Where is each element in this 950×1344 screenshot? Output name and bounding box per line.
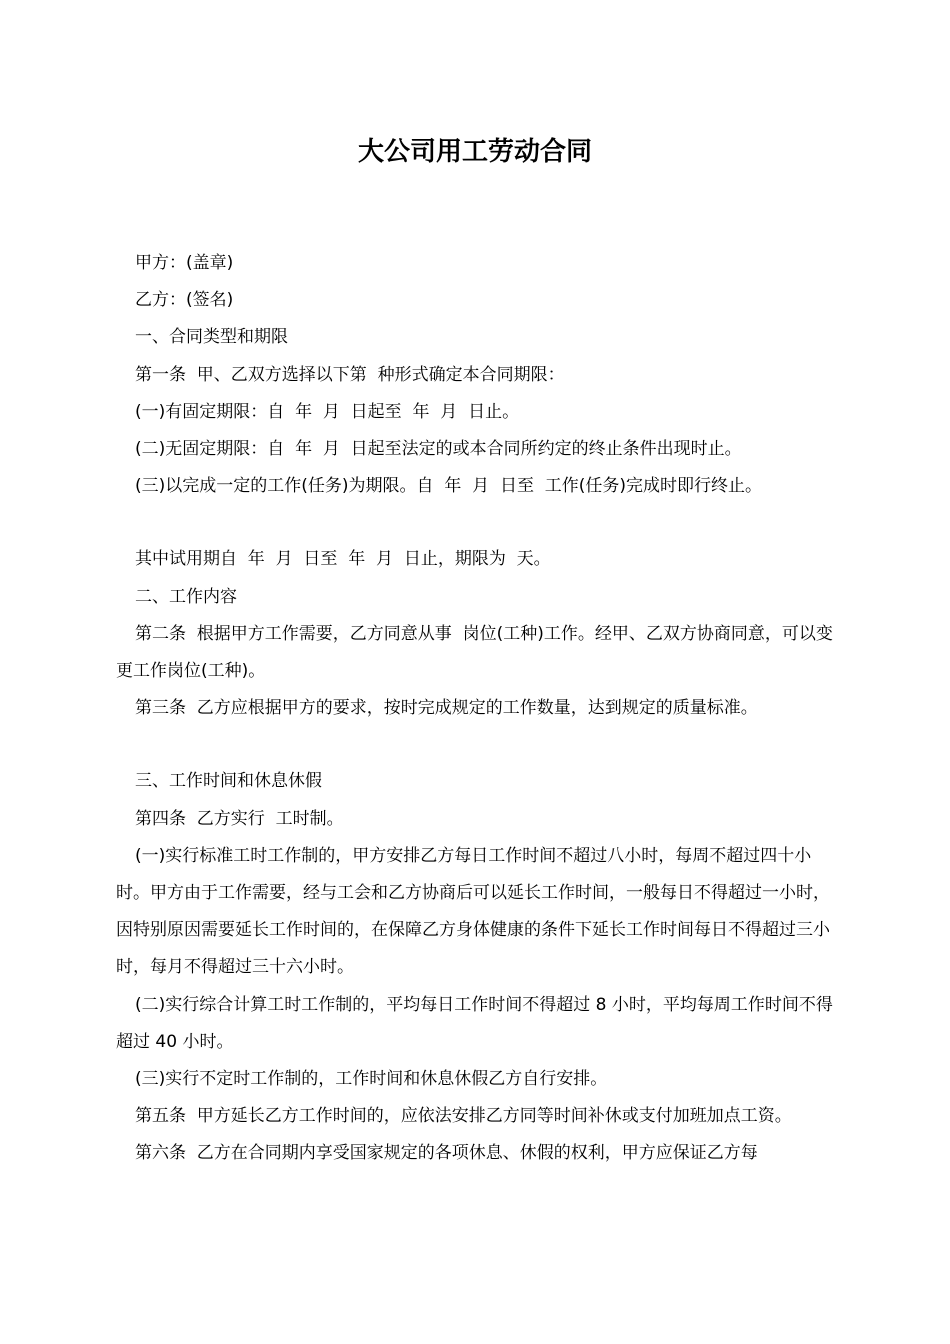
probation-paragraph: 其中试用期自 年 月 日至 年 月 日止，期限为 天。 xyxy=(135,549,551,570)
section-heading: 二、工作内容 xyxy=(135,586,237,607)
article-paragraph: 第四条 乙方实行 工时制。 xyxy=(135,808,344,829)
clause-paragraph: (二)实行综合计算工时工作制的，平均每日工作时间不得超过 8 小时，平均每周工作时间不得超过 40 小时。 xyxy=(116,994,833,1052)
article-paragraph: 第六条 乙方在合同期内享受国家规定的各项休息、休假的权利，甲方应保证乙方每 xyxy=(135,1143,758,1164)
party-b-line: 乙方：(签名) xyxy=(135,290,234,311)
party-a-line: 甲方：(盖章) xyxy=(135,253,234,273)
article-paragraph: 第一条 甲、乙双方选择以下第 种形式确定本合同期限： xyxy=(135,364,565,385)
document-body xyxy=(116,245,836,1173)
section-heading: 三、工作时间和休息休假 xyxy=(135,771,322,792)
section-heading: 一、合同类型和期限 xyxy=(135,327,288,348)
clause-paragraph: (二)无固定期限：自 年 月 日起至法定的或本合同所约定的终止条件出现时止。 xyxy=(135,439,742,460)
article-paragraph: 第三条 乙方应根据甲方的要求，按时完成规定的工作数量，达到规定的质量标准。 xyxy=(135,698,758,719)
clause-paragraph: (一)有固定期限：自 年 月 日起至 年 月 日止。 xyxy=(135,401,520,422)
article-paragraph: 第五条 甲方延长乙方工作时间的，应依法安排乙方同等时间补休或支付加班加点工资。 xyxy=(135,1106,792,1127)
clause-paragraph: (三)实行不定时工作制的，工作时间和休息休假乙方自行安排。 xyxy=(135,1069,608,1090)
document-title: 大公司用工劳动合同 xyxy=(357,137,592,167)
clause-paragraph: (一)实行标准工时工作制的，甲方安排乙方每日工作时间不超过八小时，每周不超过四十小时。甲方由于工作需要，经与工会和乙方协商后可以延长工作时间，一般每日不得超过一小时，因特别原因需要延长工作时间的，在保障乙方身体健康的条件下延长工作时间每日不得超过三小时，每月不得超过三十六小时。 xyxy=(116,845,830,978)
clause-paragraph: (三)以完成一定的工作(任务)为期限。自 年 月 日至 工作(任务)完成时即行终止。 xyxy=(135,476,763,497)
article-paragraph: 第二条 根据甲方工作需要，乙方同意从事 岗位(工种)工作。经甲、乙双方协商同意，可以变更工作岗位(工种)。 xyxy=(116,623,833,682)
